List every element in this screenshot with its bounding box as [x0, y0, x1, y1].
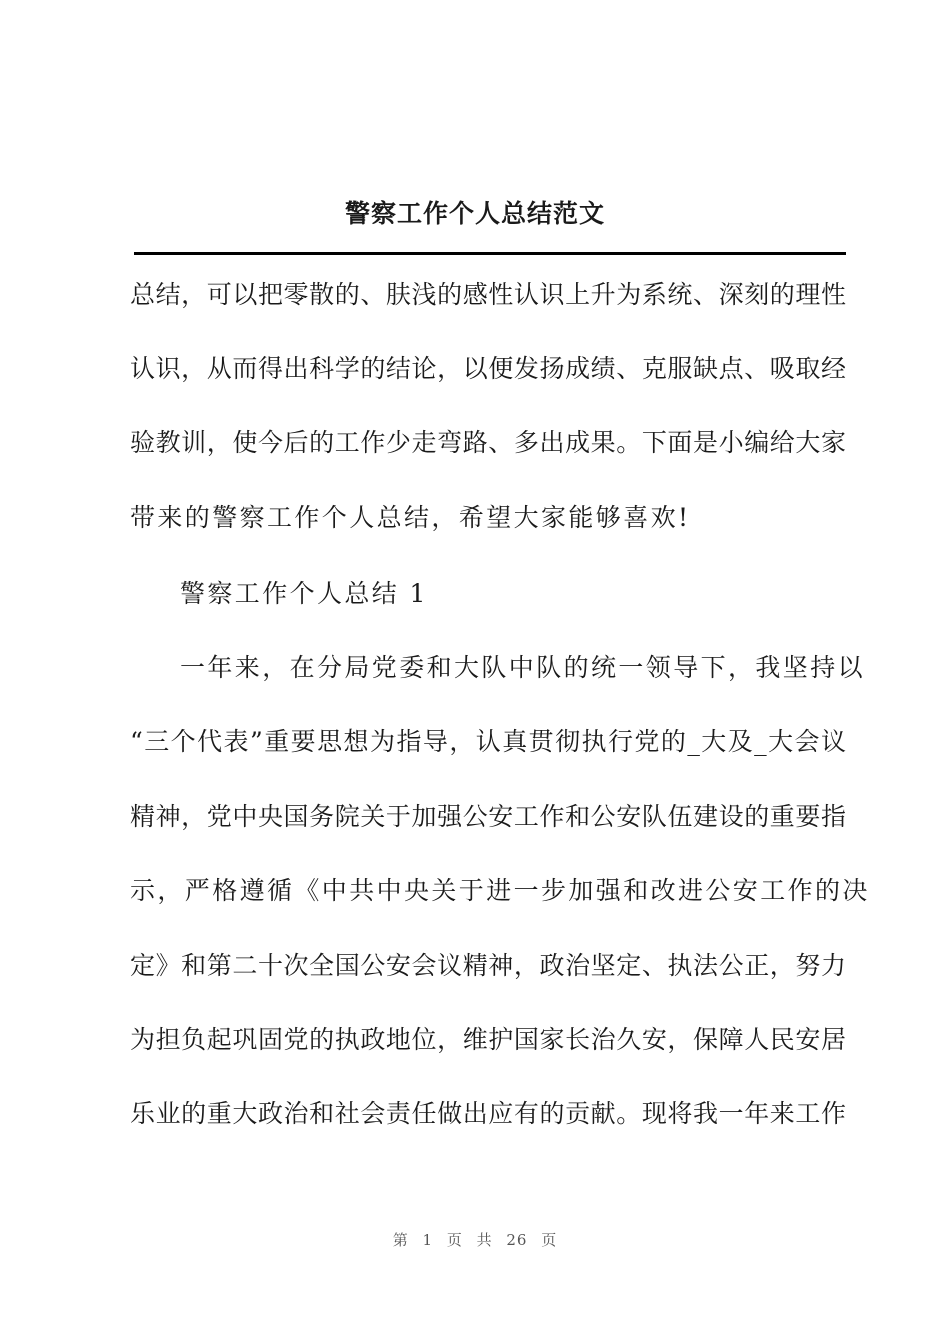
- title-underline: [134, 252, 846, 255]
- body-line: 认识，从而得出科学的结论，以便发扬成绩、克服缺点、吸取经: [130, 354, 846, 383]
- body-line: “三个代表”重要思想为指导，认真贯彻执行党的_大及_大会议: [130, 727, 846, 756]
- body-line: 为担负起巩固党的执政地位，维护国家长治久安，保障人民安居: [130, 1025, 846, 1054]
- body-line: 定》和第二十次全国公安会议精神，政治坚定、执法公正，努力: [130, 951, 846, 980]
- body-line: 一年来，在分局党委和大队中队的统一领导下，我坚持以: [180, 653, 866, 682]
- page-number-footer: 第 1 页 共 26 页: [392, 1231, 558, 1249]
- body-line: 精神，党中央国务院关于加强公安工作和公安队伍建设的重要指: [130, 802, 846, 831]
- body-line: 验教训，使今后的工作少走弯路、多出成果。下面是小编给大家: [130, 428, 846, 457]
- body-line: 示，严格遵循《中共中央关于进一步加强和改进公安工作的决: [130, 876, 870, 905]
- body-line: 带来的警察工作个人总结，希望大家能够喜欢!: [130, 503, 691, 532]
- body-line: 总结，可以把零散的、肤浅的感性认识上升为系统、深刻的理性: [130, 280, 846, 309]
- section-heading: 警察工作个人总结 1: [180, 579, 428, 608]
- body-line: 乐业的重大政治和社会责任做出应有的贡献。现将我一年来工作: [130, 1099, 846, 1128]
- document-title: 警察工作个人总结范文: [344, 199, 605, 228]
